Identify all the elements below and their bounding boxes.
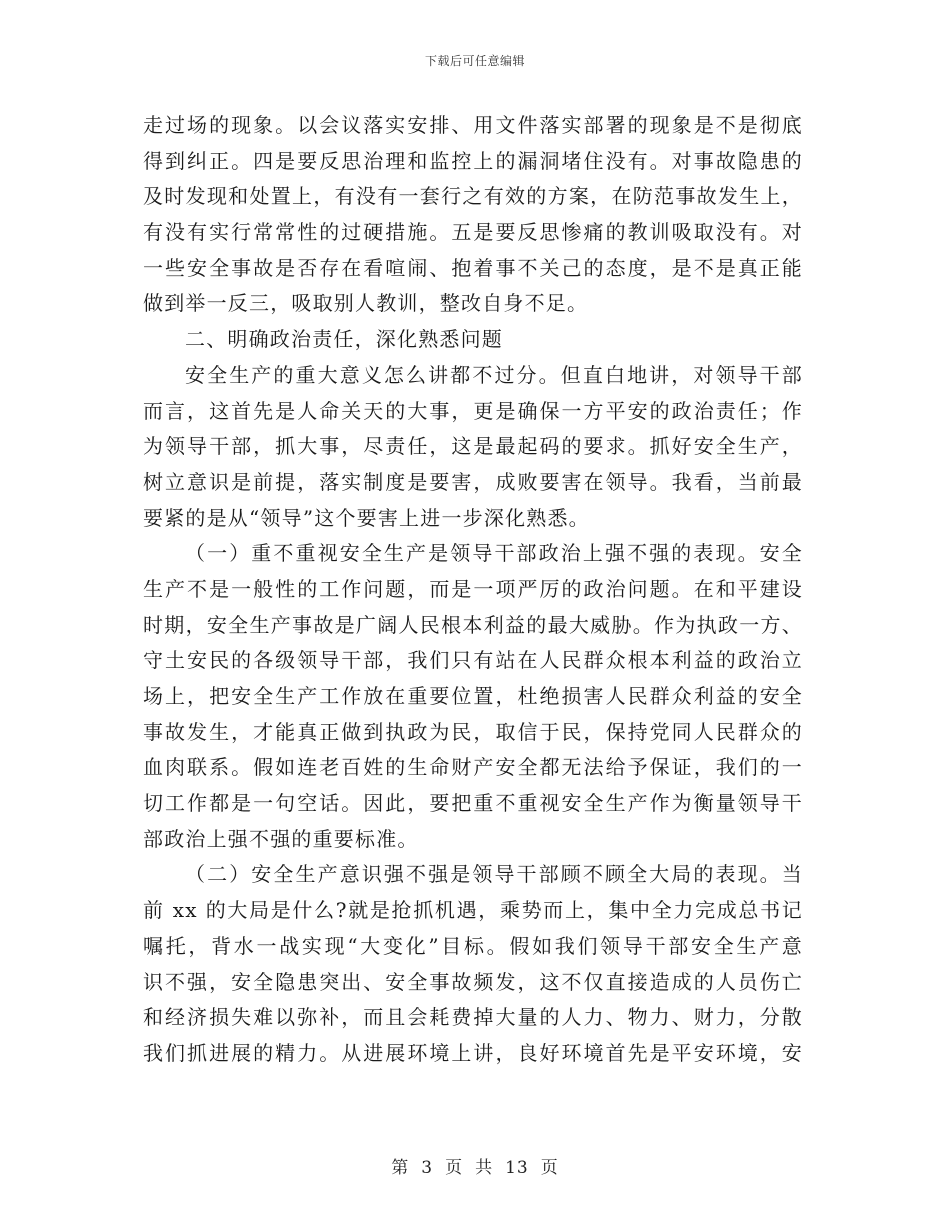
page-footer (0, 1153, 950, 1178)
page-header-note: 下载后可任意编辑 (424, 54, 525, 68)
text-line: 前 xx 的大局是什么?就是抢抓机遇，乘势而上，集中全力完成总书记 (143, 898, 803, 923)
text-line: 有没有实行常常性的过硬措施。五是要反思惨痛的教训吸取没有。对 (143, 220, 803, 245)
text-line: （二）安全生产意识强不强是领导干部顾不顾全大局的表现。当 (185, 862, 803, 887)
footer-label-ye-2: 页 (540, 1158, 559, 1178)
text-line: 做到举一反三，吸取别人教训，整改自身不足。 (143, 291, 589, 316)
text-line: 嘱托，背水一战实现“大变化”目标。假如我们领导干部安全生产意 (143, 933, 803, 958)
text-line: 场上，把安全生产工作放在重要位置，杜绝损害人民群众利益的安全 (143, 684, 803, 708)
text-line: 事故发生，才能真正做到执政为民，取信于民，保持党同人民群众的 (143, 719, 803, 744)
footer-label-ye: 页 (445, 1158, 464, 1178)
text-line: 二、明确政治责任，深化熟悉问题 (185, 327, 503, 352)
footer-label-di: 第 (391, 1158, 410, 1178)
text-line: 安全生产的重大意义怎么讲都不过分。但直白地讲，对领导干部 (185, 362, 803, 387)
footer-page-number: 3 (421, 1158, 434, 1178)
text-line: 而言，这首先是人命关天的大事，更是确保一方平安的政治责任；作 (143, 398, 803, 423)
text-line: 为领导干部，抓大事，尽责任，这是最起码的要求。抓好安全生产， (143, 434, 803, 459)
text-line: 切工作都是一句空话。因此，要把重不重视安全生产作为衡量领导干 (143, 791, 803, 816)
text-line: 时期，安全生产事故是广阔人民根本利益的最大威胁。作为执政一方、 (143, 612, 803, 637)
document-body (143, 108, 803, 1072)
text-line: 和经济损失难以弥补，而且会耗费掉大量的人力、物力、财力，分散 (143, 1005, 803, 1030)
text-line: 生产不是一般性的工作问题，而是一项严厉的政治问题。在和平建设 (143, 576, 803, 601)
text-line: 及时发现和处置上，有没有一套行之有效的方案，在防范事故发生上， (143, 184, 803, 209)
text-line: 要紧的是从“领导”这个要害上进一步深化熟悉。 (143, 505, 590, 530)
text-line: 树立意识是前提，落实制度是要害，成败要害在领导。我看，当前最 (143, 469, 803, 494)
text-line: 部政治上强不强的重要标准。 (143, 826, 419, 851)
text-line: （一）重不重视安全生产是领导干部政治上强不强的表现。安全 (185, 541, 803, 566)
text-line: 走过场的现象。以会议落实安排、用文件落实部署的现象是不是彻底 (143, 113, 803, 137)
text-line: 血肉联系。假如连老百姓的生命财产安全都无法给予保证，我们的一 (143, 755, 803, 780)
text-line: 一些安全事故是否存在看喧闹、抱着事不关己的态度，是不是真正能 (143, 255, 803, 280)
text-line: 守土安民的各级领导干部，我们只有站在人民群众根本利益的政治立 (143, 648, 803, 673)
text-line: 得到纠正。四是要反思治理和监控上的漏洞堵住没有。对事故隐患的 (143, 148, 803, 173)
text-line: 识不强，安全隐患突出、安全事故频发，这不仅直接造成的人员伤亡 (143, 969, 803, 994)
text-line: 我们抓进展的精力。从进展环境上讲，良好环境首先是平安环境，安 (143, 1040, 803, 1065)
footer-label-gong: 共 (475, 1158, 494, 1178)
footer-total-pages: 13 (505, 1158, 529, 1178)
